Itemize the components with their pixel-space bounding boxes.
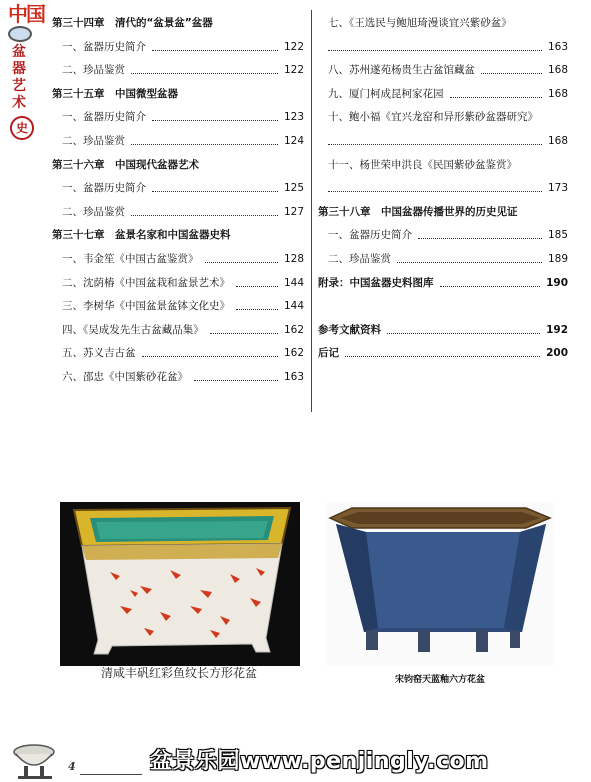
dot-leader	[194, 366, 278, 381]
entry-title: 四、《吴成发先生古盆藏品集》	[62, 323, 204, 336]
entry-title: 一、盆器历史简介	[62, 111, 146, 124]
entry-title: 八、苏州遂苑杨贵生古盆馆藏盆	[328, 64, 475, 77]
dot-leader	[236, 295, 278, 310]
bowl-icon	[8, 26, 32, 42]
entry-title: 九、厦门柯成昆柯家花园	[328, 87, 444, 100]
toc-entry	[52, 366, 304, 390]
logo-title: 中国	[8, 2, 44, 26]
page-ref: 144	[283, 276, 304, 289]
dot-leader	[236, 272, 278, 287]
entry-title: 三、李树华《中国盆景盆钵文化史》	[62, 300, 230, 313]
page-ref: 200	[546, 347, 568, 360]
entry-title: 十一、杨世荣申洪良《民国紫砂盆鉴赏》	[328, 158, 517, 171]
toc-entry	[318, 224, 568, 248]
dot-leader	[152, 177, 278, 192]
page-ref: 189	[547, 252, 568, 265]
page-ref: 125	[283, 182, 304, 195]
toc-entry	[318, 36, 568, 60]
caption-left: 清咸丰矾红彩鱼纹长方形花盆	[100, 666, 257, 680]
toc-entry	[318, 154, 568, 178]
toc-entry	[318, 130, 568, 154]
page-ref: 144	[283, 300, 304, 313]
dot-leader	[205, 248, 278, 263]
toc-entry	[52, 83, 304, 107]
watermark: 盆景乐园www.penjingly.com	[150, 749, 489, 774]
toc-entry	[318, 248, 568, 272]
dot-leader	[450, 83, 542, 98]
entry-title: 十、鲍小福《宜兴龙窑和异形紫砂盆器研究》	[328, 111, 538, 124]
toc-entry	[52, 295, 304, 319]
dot-leader	[152, 106, 278, 121]
page-ref: 128	[283, 252, 304, 265]
pot-icon	[6, 736, 66, 782]
dot-leader	[131, 59, 278, 74]
toc-entry	[318, 177, 568, 201]
jun-ware-hexagonal-pot-image	[326, 502, 554, 666]
toc-entry	[318, 319, 568, 343]
dot-leader	[397, 248, 542, 263]
toc-entry	[52, 59, 304, 83]
toc-right-column	[318, 12, 568, 366]
dot-leader	[328, 130, 542, 145]
toc-entry	[52, 248, 304, 272]
entry-title: 参考文献资料	[318, 323, 381, 336]
page-ref: 122	[283, 40, 304, 53]
page-ref: 122	[283, 64, 304, 77]
chapter-title: 第三十五章 中国微型盆器	[52, 87, 178, 100]
toc-entry	[52, 154, 304, 178]
toc-entry	[52, 201, 304, 225]
page-ref: 185	[547, 229, 568, 242]
dot-leader	[142, 342, 278, 357]
toc-entry	[52, 319, 304, 343]
toc-left-column	[52, 12, 304, 390]
page-ref: 173	[547, 182, 568, 195]
book-logo	[2, 2, 48, 152]
chapter-title: 第三十四章 清代的“盆景盆”盆器	[52, 17, 213, 29]
page-ref: 190	[546, 276, 568, 289]
seal-stamp: 史	[10, 116, 34, 140]
dot-leader	[210, 319, 278, 334]
dot-leader	[131, 201, 278, 216]
dot-leader	[387, 319, 540, 334]
chapter-title: 第三十六章 中国现代盆器艺术	[52, 158, 199, 171]
page-ref: 162	[283, 323, 304, 336]
toc-entry	[318, 295, 568, 319]
page-ref: 127	[283, 205, 304, 218]
toc-entry	[318, 201, 568, 225]
page-ref: 168	[547, 134, 568, 147]
page-ref: 163	[283, 370, 304, 383]
entry-title: 二、珍品鉴赏	[62, 205, 125, 218]
page-number-rule	[80, 774, 142, 775]
dot-leader	[418, 224, 542, 239]
page-ref: 124	[283, 134, 304, 147]
entry-title: 附录：中国盆器史料图库	[318, 276, 434, 289]
entry-title: 一、盆器历史简介	[328, 229, 412, 242]
entry-title: 二、珍品鉴赏	[62, 64, 125, 77]
entry-title: 六、邵忠《中国紫砂花盆》	[62, 370, 188, 383]
entry-title: 五、苏义吉古盆	[62, 347, 136, 360]
entry-title: 一、韦金笙《中国古盆鉴赏》	[62, 252, 199, 265]
entry-title: 后记	[318, 347, 339, 360]
dot-leader	[328, 177, 542, 192]
toc-entry	[52, 342, 304, 366]
toc-entry	[52, 224, 304, 248]
toc-entry	[52, 272, 304, 296]
toc-entry	[318, 106, 568, 130]
toc-entry	[318, 12, 568, 36]
caption-right: 宋钧窑天蓝釉六方花盆	[394, 675, 485, 685]
toc-entry	[52, 130, 304, 154]
logo-vertical-text: 盆器艺术	[12, 44, 26, 111]
dot-leader	[152, 36, 278, 51]
toc-entry	[52, 12, 304, 36]
toc-entry	[318, 59, 568, 83]
toc-entry	[318, 272, 568, 296]
chapter-title: 第三十八章 中国盆器传播世界的历史见证	[318, 205, 518, 218]
dot-leader	[328, 36, 542, 51]
toc-entry	[52, 177, 304, 201]
page-ref: 192	[546, 323, 568, 336]
page-ref: 168	[547, 87, 568, 100]
toc-entry	[52, 36, 304, 60]
chapter-title: 第三十七章 盆景名家和中国盆器史料	[52, 229, 231, 242]
page-ref: 163	[547, 40, 568, 53]
dot-leader	[345, 342, 540, 357]
entry-title: 二、珍品鉴赏	[328, 252, 391, 265]
entry-title: 一、盆器历史简介	[62, 182, 146, 195]
entry-title: 二、沈荫椿《中国盆栽和盆景艺术》	[62, 276, 230, 289]
entry-title: 七、《王选民与鲍旭琦漫谈宜兴紫砂盆》	[328, 17, 512, 29]
page-ref: 168	[547, 64, 568, 77]
page-number: 4	[68, 760, 76, 773]
page-ref: 123	[283, 111, 304, 124]
famille-rose-fish-pot-image	[60, 502, 300, 666]
toc-entry	[318, 342, 568, 366]
entry-title: 一、盆器历史简介	[62, 40, 146, 53]
toc-entry	[52, 106, 304, 130]
dot-leader	[440, 272, 540, 287]
dot-leader	[131, 130, 278, 145]
dot-leader	[481, 59, 542, 74]
toc-entry	[318, 83, 568, 107]
column-divider	[311, 10, 312, 412]
page-ref: 162	[283, 347, 304, 360]
entry-title: 二、珍品鉴赏	[62, 134, 125, 147]
